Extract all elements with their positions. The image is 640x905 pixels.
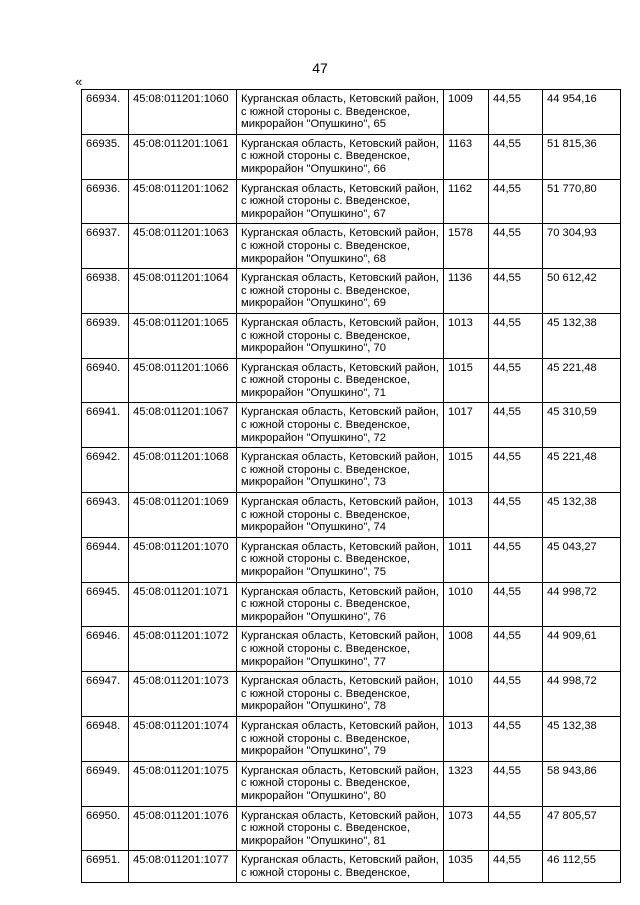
cadastral-number-cell: 45:08:011201:1073	[129, 672, 237, 717]
value-cell: 45 132,38	[543, 493, 621, 538]
table-body	[82, 90, 621, 883]
table-row	[82, 179, 621, 224]
address-cell: Курганская область, Кетовский район, с южной стороны с. Введенское, микрорайон "Опушкино", 78	[237, 672, 444, 717]
row-number-cell: 66940.	[82, 358, 129, 403]
rate-cell: 44,55	[489, 582, 543, 627]
rate-cell: 44,55	[489, 448, 543, 493]
rate-cell: 44,55	[489, 493, 543, 538]
table-row	[82, 806, 621, 851]
opening-quote-mark: «	[75, 74, 83, 89]
address-cell: Курганская область, Кетовский район, с южной стороны с. Введенское, микрорайон "Опушкино", 75	[237, 537, 444, 582]
table-row	[82, 493, 621, 538]
address-cell: Курганская область, Кетовский район, с южной стороны с. Введенское, микрорайон "Опушкино", 72	[237, 403, 444, 448]
area-cell: 1009	[444, 90, 489, 135]
row-number-cell: 66943.	[82, 493, 129, 538]
table-row	[82, 627, 621, 672]
table-row	[82, 537, 621, 582]
row-number-cell: 66945.	[82, 582, 129, 627]
row-number-cell: 66941.	[82, 403, 129, 448]
address-cell: Курганская область, Кетовский район, с южной стороны с. Введенское, микрорайон "Опушкино", 68	[237, 224, 444, 269]
value-cell: 45 132,38	[543, 313, 621, 358]
area-cell: 1578	[444, 224, 489, 269]
rate-cell: 44,55	[489, 358, 543, 403]
rate-cell: 44,55	[489, 313, 543, 358]
value-cell: 51 815,36	[543, 134, 621, 179]
cadastral-number-cell: 45:08:011201:1070	[129, 537, 237, 582]
address-cell: Курганская область, Кетовский район, с южной стороны с. Введенское, микрорайон "Опушкино", 67	[237, 179, 444, 224]
value-cell: 45 132,38	[543, 716, 621, 761]
address-cell: Курганская область, Кетовский район, с южной стороны с. Введенское, микрорайон "Опушкино", 70	[237, 313, 444, 358]
row-number-cell: 66936.	[82, 179, 129, 224]
area-cell: 1013	[444, 313, 489, 358]
cadastral-number-cell: 45:08:011201:1071	[129, 582, 237, 627]
table-row	[82, 313, 621, 358]
address-cell: Курганская область, Кетовский район, с южной стороны с. Введенское, микрорайон "Опушкино", 69	[237, 269, 444, 314]
address-cell: Курганская область, Кетовский район, с южной стороны с. Введенское, микрорайон "Опушкино", 73	[237, 448, 444, 493]
cadastral-number-cell: 45:08:011201:1063	[129, 224, 237, 269]
address-cell: Курганская область, Кетовский район, с южной стороны с. Введенское, микрорайон "Опушкино", 80	[237, 761, 444, 806]
rate-cell: 44,55	[489, 806, 543, 851]
table-row	[82, 761, 621, 806]
cadastral-number-cell: 45:08:011201:1064	[129, 269, 237, 314]
area-cell: 1035	[444, 851, 489, 883]
row-number-cell: 66946.	[82, 627, 129, 672]
area-cell: 1017	[444, 403, 489, 448]
table-row	[82, 224, 621, 269]
table-row	[82, 134, 621, 179]
table-row	[82, 851, 621, 883]
address-cell: Курганская область, Кетовский район, с южной стороны с. Введенское, микрорайон "Опушкино", 79	[237, 716, 444, 761]
row-number-cell: 66948.	[82, 716, 129, 761]
address-cell: Курганская область, Кетовский район, с южной стороны с. Введенское, микрорайон "Опушкино", 71	[237, 358, 444, 403]
table-row	[82, 716, 621, 761]
row-number-cell: 66939.	[82, 313, 129, 358]
cadastral-number-cell: 45:08:011201:1077	[129, 851, 237, 883]
value-cell: 70 304,93	[543, 224, 621, 269]
rate-cell: 44,55	[489, 716, 543, 761]
address-cell: Курганская область, Кетовский район, с южной стороны с. Введенское, микрорайон "Опушкино", 66	[237, 134, 444, 179]
table-row	[82, 582, 621, 627]
cadastral-number-cell: 45:08:011201:1072	[129, 627, 237, 672]
address-cell: Курганская область, Кетовский район, с южной стороны с. Введенское, микрорайон "Опушкино", 76	[237, 582, 444, 627]
area-cell: 1011	[444, 537, 489, 582]
cadastral-number-cell: 45:08:011201:1065	[129, 313, 237, 358]
cadastral-number-cell: 45:08:011201:1060	[129, 90, 237, 135]
cadastral-number-cell: 45:08:011201:1069	[129, 493, 237, 538]
row-number-cell: 66934.	[82, 90, 129, 135]
rate-cell: 44,55	[489, 134, 543, 179]
rate-cell: 44,55	[489, 672, 543, 717]
rate-cell: 44,55	[489, 761, 543, 806]
rate-cell: 44,55	[489, 851, 543, 883]
area-cell: 1013	[444, 493, 489, 538]
area-cell: 1015	[444, 358, 489, 403]
area-cell: 1010	[444, 582, 489, 627]
value-cell: 44 998,72	[543, 582, 621, 627]
area-cell: 1008	[444, 627, 489, 672]
rate-cell: 44,55	[489, 179, 543, 224]
table-row	[82, 358, 621, 403]
cadastral-number-cell: 45:08:011201:1076	[129, 806, 237, 851]
cadastral-number-cell: 45:08:011201:1067	[129, 403, 237, 448]
cadastral-number-cell: 45:08:011201:1062	[129, 179, 237, 224]
area-cell: 1163	[444, 134, 489, 179]
page-number: 47	[312, 60, 328, 76]
value-cell: 44 954,16	[543, 90, 621, 135]
cadastral-number-cell: 45:08:011201:1068	[129, 448, 237, 493]
row-number-cell: 66942.	[82, 448, 129, 493]
area-cell: 1073	[444, 806, 489, 851]
address-cell: Курганская область, Кетовский район, с южной стороны с. Введенское, микрорайон "Опушкино", 77	[237, 627, 444, 672]
table-row	[82, 403, 621, 448]
value-cell: 46 112,55	[543, 851, 621, 883]
rate-cell: 44,55	[489, 224, 543, 269]
area-cell: 1010	[444, 672, 489, 717]
value-cell: 47 805,57	[543, 806, 621, 851]
table-row	[82, 672, 621, 717]
land-plots-table	[81, 89, 621, 883]
address-cell: Курганская область, Кетовский район, с южной стороны с. Введенское, микрорайон "Опушкино", 65	[237, 90, 444, 135]
value-cell: 50 612,42	[543, 269, 621, 314]
rate-cell: 44,55	[489, 537, 543, 582]
rate-cell: 44,55	[489, 627, 543, 672]
rate-cell: 44,55	[489, 269, 543, 314]
area-cell: 1323	[444, 761, 489, 806]
table-row	[82, 448, 621, 493]
area-cell: 1013	[444, 716, 489, 761]
value-cell: 44 998,72	[543, 672, 621, 717]
value-cell: 45 221,48	[543, 448, 621, 493]
area-cell: 1162	[444, 179, 489, 224]
cadastral-number-cell: 45:08:011201:1061	[129, 134, 237, 179]
address-cell: Курганская область, Кетовский район, с южной стороны с. Введенское,	[237, 851, 444, 883]
cadastral-number-cell: 45:08:011201:1075	[129, 761, 237, 806]
row-number-cell: 66937.	[82, 224, 129, 269]
value-cell: 58 943,86	[543, 761, 621, 806]
value-cell: 44 909,61	[543, 627, 621, 672]
row-number-cell: 66949.	[82, 761, 129, 806]
rate-cell: 44,55	[489, 90, 543, 135]
row-number-cell: 66944.	[82, 537, 129, 582]
address-cell: Курганская область, Кетовский район, с южной стороны с. Введенское, микрорайон "Опушкино", 74	[237, 493, 444, 538]
row-number-cell: 66947.	[82, 672, 129, 717]
value-cell: 45 310,59	[543, 403, 621, 448]
table-row	[82, 269, 621, 314]
value-cell: 51 770,80	[543, 179, 621, 224]
cadastral-number-cell: 45:08:011201:1074	[129, 716, 237, 761]
value-cell: 45 221,48	[543, 358, 621, 403]
row-number-cell: 66935.	[82, 134, 129, 179]
table-row	[82, 90, 621, 135]
row-number-cell: 66950.	[82, 806, 129, 851]
row-number-cell: 66951.	[82, 851, 129, 883]
row-number-cell: 66938.	[82, 269, 129, 314]
area-cell: 1136	[444, 269, 489, 314]
area-cell: 1015	[444, 448, 489, 493]
rate-cell: 44,55	[489, 403, 543, 448]
cadastral-number-cell: 45:08:011201:1066	[129, 358, 237, 403]
value-cell: 45 043,27	[543, 537, 621, 582]
address-cell: Курганская область, Кетовский район, с южной стороны с. Введенское, микрорайон "Опушкино", 81	[237, 806, 444, 851]
